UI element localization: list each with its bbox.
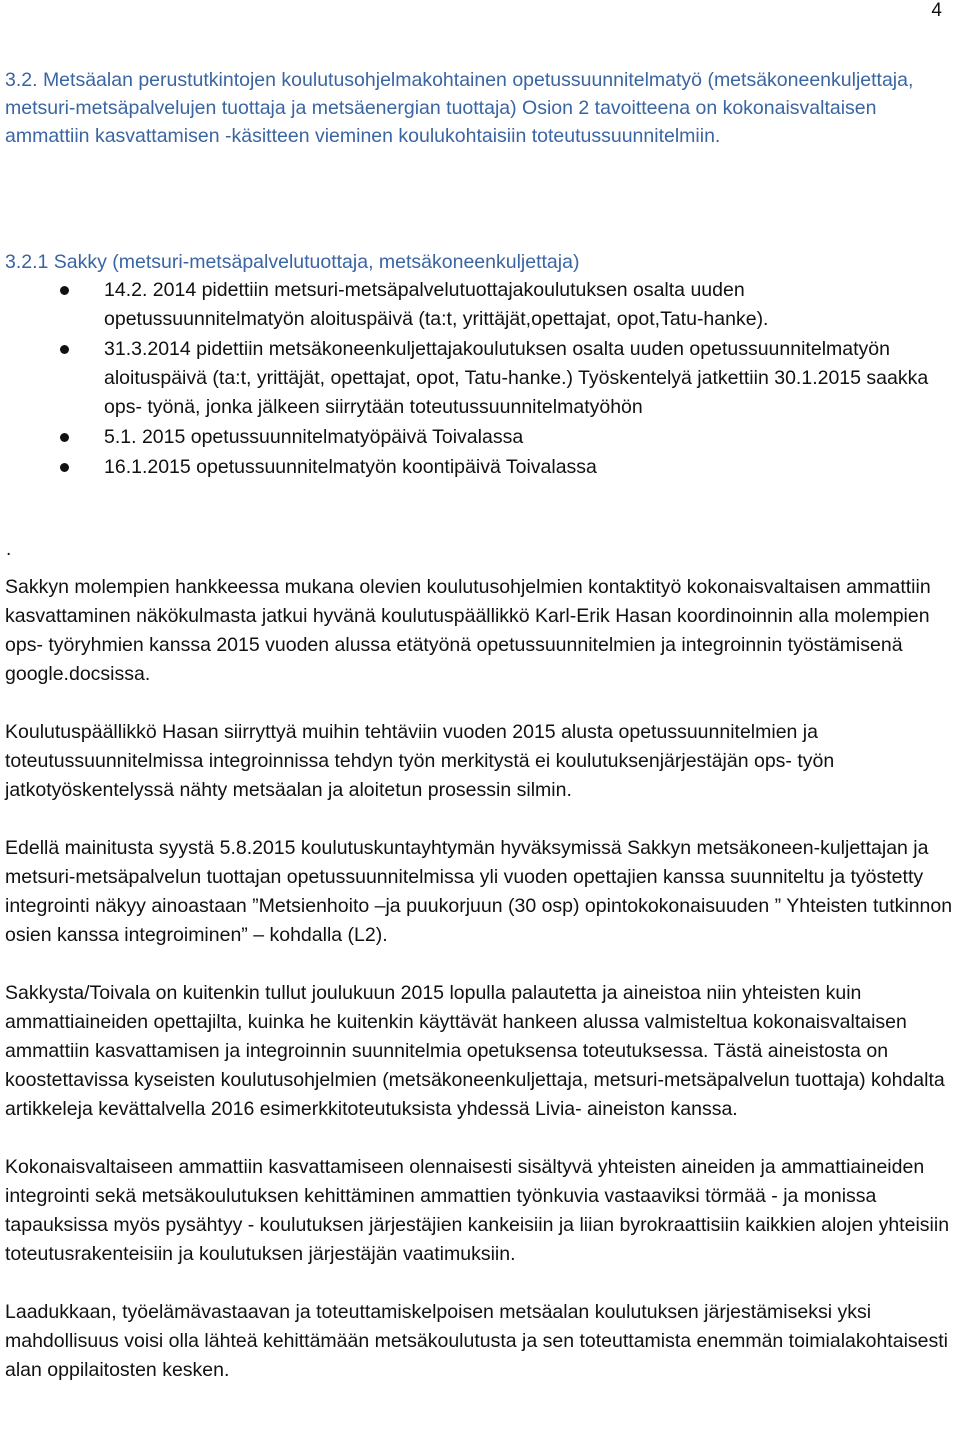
paragraph: Sakkysta/Toivala on kuitenkin tullut joulukuun 2015 lopulla palautetta ja aineistoa niin yhteisten kuin ammattiaineiden opettajilta, kuinka he kuitenkin käyttävät hankeen alussa valmisteltua kokonaisvaltaisen ammattiin kasvattamisen ja integroinnin suunnitelmia opetuksensa toteutuksessa. Tästä aineistosta on koostettavissa kyseisten koulutusohjelmien (metsäkoneenkuljettaja, metsuri-metsäpalvelun tuottaja) kohdalta artikkeleja kevättalvella 2016 esimerkkitoteutuksista yhdessä Livia- aineiston kanssa. [5,982,945,1120]
bullet-icon [60,345,69,354]
bullet-icon [60,433,69,442]
page-number: 4 [931,0,942,21]
list-item [0,335,960,422]
subsection-heading: 3.2.1 Sakky (metsuri-metsäpalvelutuottaja, metsäkoneenkuljettaja) [5,251,580,273]
list-item [0,453,960,482]
bullet-icon [60,463,69,472]
paragraph: Sakkyn molempien hankkeessa mukana olevien koulutusohjelmien kontaktityö kokonaisvaltaisen ammattiin kasvattaminen näkökulmasta jatkui hyvänä koulutuspäällikkö Karl-Erik Hasan koordinoinnin alla molempien ops- työryhmien kanssa 2015 vuoden alussa etätyönä opetussuunnitelmien ja integroinnin työstämisenä google.docsissa. [5,576,931,685]
bullet-icon [60,286,69,295]
list-item-text: 5.1. 2015 opetussuunnitelmatyöpäivä Toivalassa [104,426,524,448]
paragraph: Kokonaisvaltaiseen ammattiin kasvattamiseen olennaisesti sisältyvä yhteisten aineiden ja ammattiaineiden integrointi sekä metsäkoulutuksen kehittäminen ammattien työnkuvia vastaaviksi törmää - ja monissa tapauksissa myös pysähtyy - koulutuksen järjestäjien kankeisiin ja liian byrokraattisiin kaikkien alojen yhteisiin toteutusrakenteisiin ja koulutuksen järjestäjän vaatimuksiin. [5,1156,950,1265]
list-item [0,423,960,452]
body-text [5,573,957,1414]
paragraph: Laadukkaan, työelämävastaavan ja toteuttamiskelpoisen metsäalan koulutuksen järjestämiseksi yksi mahdollisuus voisi olla lähteä kehittämään metsäkoulutusta ja sen toteuttamista enemmän toimialakohtaisesti alan oppilaitosten kesken. [5,1301,948,1381]
list-item [0,276,960,334]
list-item-text: 14.2. 2014 pidettiin metsuri-metsäpalvelutuottajakoulutuksen osalta uuden opetussuunnitelmatyön aloituspäivä (ta:t, yrittäjät,opettajat, opot,Tatu-hanke). [104,279,769,330]
list-item-text: 31.3.2014 pidettiin metsäkoneenkuljettajakoulutuksen osalta uuden opetussuunnitelmatyön aloituspäivä (ta:t, yrittäjät, opettajat, opot, Tatu-hanke.) Työskentelyä jatkettiin 30.1.2015 saakka ops- työnä, jonka jälkeen siirrytään toteutussuunnitelmatyöhön [104,338,929,418]
section-heading: 3.2. Metsäalan perustutkintojen koulutusohjelmakohtainen opetussuunnitelmatyö (metsäkoneenkuljettaja, metsuri-metsäpalvelujen tuottaja ja metsäenergian tuottaja) Osion 2 tavoitteena on kokonaisvaltaisen ammattiin kasvattamisen -käsitteen vieminen koulukohtaisiin toteutussuunnitelmiin. [5,69,914,147]
bullet-list [0,276,960,483]
stray-period: . [6,539,12,560]
list-item-text: 16.1.2015 opetussuunnitelmatyön koontipäivä Toivalassa [104,456,597,478]
paragraph: Koulutuspäällikkö Hasan siirryttyä muihin tehtäviin vuoden 2015 alusta opetussuunnitelmien ja toteutussuunnitelmissa integroinnissa tehdyn työn merkitystä ei koulutuksenjärjestäjän ops- työn jatkotyöskentelyssä nähty metsäalan ja aloitetun prosessin silmin. [5,721,835,801]
paragraph: Edellä mainitusta syystä 5.8.2015 koulutuskuntayhtymän hyväksymissä Sakkyn metsäkoneen-kuljettajan ja metsuri-metsäpalvelun tuottajan opetussuunnitelmissa yli vuoden opettajien kanssa suunniteltu ja työstetty integrointi näkyy ainoastaan ”Metsienhoito –ja puukorjuun (30 osp) opintokokonaisuuden ” Yhteisten tutkinnon osien kanssa integroiminen” – kohdalla (L2). [5,837,953,946]
